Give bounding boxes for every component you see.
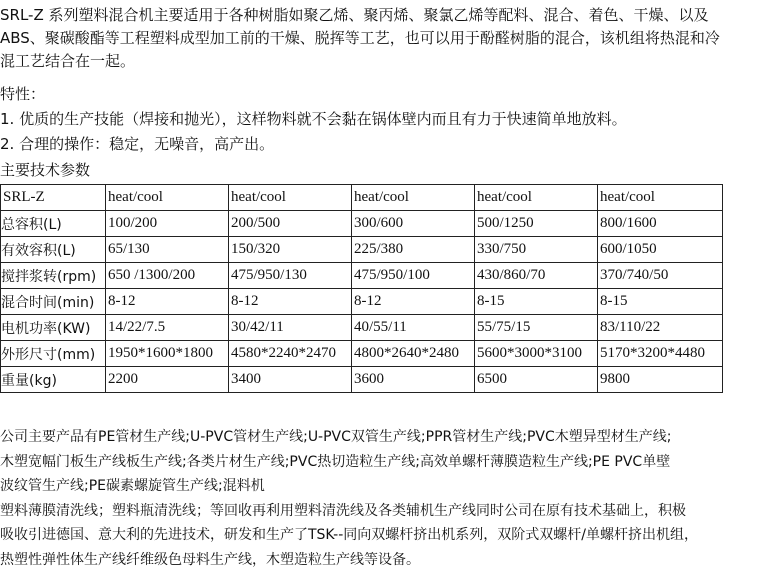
intro-paragraph xyxy=(0,4,773,73)
intro-line: 混工艺结合在一起。 xyxy=(0,52,136,70)
specs-row-header: 重量(kg) xyxy=(1,367,106,393)
footer-line: 公司主要产品有PE管材生产线;U-PVC管材生产线;U-PVC双管生产线;PPR管材生产线;PVC木塑异型材生产线; xyxy=(0,429,672,445)
specs-cell: 83/110/22 xyxy=(598,315,723,341)
specs-cell: 100/200 xyxy=(106,211,229,237)
specs-row xyxy=(1,289,723,315)
specs-row-header: 总容积(L) xyxy=(1,211,106,237)
specs-cell: heat/cool xyxy=(475,185,598,211)
specs-row-header: 电机功率(KW) xyxy=(1,315,106,341)
specs-row-header: 混合时间(min) xyxy=(1,289,106,315)
specs-cell: 4800*2640*2480 xyxy=(352,341,475,367)
specs-cell: heat/cool xyxy=(229,185,352,211)
specs-cell: 65/130 xyxy=(106,237,229,263)
specs-row xyxy=(1,367,723,393)
intro-line: ABS、聚碳酸酯等工程塑料成型加工前的干燥、脱挥等工艺，也可以用于酚醛树脂的混合，该机组将热混和冷 xyxy=(0,29,720,47)
specs-row xyxy=(1,237,723,263)
specs-cell: 330/750 xyxy=(475,237,598,263)
specs-cell: 200/500 xyxy=(229,211,352,237)
specs-row-header: SRL-Z xyxy=(1,185,106,211)
specs-cell: 9800 xyxy=(598,367,723,393)
feature-item: 1. 优质的生产技能（焊接和抛光），这样物料就不会黏在锅体壁内而且有力于快速简单地放料。 xyxy=(0,110,627,128)
specs-cell: 800/1600 xyxy=(598,211,723,237)
specs-cell: 8-12 xyxy=(229,289,352,315)
specs-cell: 225/380 xyxy=(352,237,475,263)
specs-cell: 475/950/130 xyxy=(229,263,352,289)
specs-cell: 8-12 xyxy=(106,289,229,315)
specs-cell: 8-15 xyxy=(475,289,598,315)
intro-line: SRL-Z 系列塑料混合机主要适用于各种树脂如聚乙烯、聚丙烯、聚氯乙烯等配料、混合、着色、干燥、以及 xyxy=(0,6,709,24)
specs-heading: 主要技术参数 xyxy=(0,161,91,179)
footer-line: 吸收引进德国、意大利的先进技术，研发和生产了TSK--同向双螺杆挤出机系列，双阶式双螺杆/单螺杆挤出机组， xyxy=(0,527,698,543)
specs-cell: 40/55/11 xyxy=(352,315,475,341)
feature-item: 2. 合理的操作：稳定，无噪音，高产出。 xyxy=(0,135,275,153)
specs-cell: 3400 xyxy=(229,367,352,393)
specs-cell: heat/cool xyxy=(598,185,723,211)
specs-row xyxy=(1,263,723,289)
specs-cell: 14/22/7.5 xyxy=(106,315,229,341)
specs-cell: 8-15 xyxy=(598,289,723,315)
specs-row xyxy=(1,315,723,341)
specs-row-header: 有效容积(L) xyxy=(1,237,106,263)
specs-row-header: 外形尺寸(mm) xyxy=(1,341,106,367)
specs-cell: 4580*2240*2470 xyxy=(229,341,352,367)
specs-cell: 300/600 xyxy=(352,211,475,237)
specs-table xyxy=(0,184,723,393)
specs-cell: 370/740/50 xyxy=(598,263,723,289)
specs-row xyxy=(1,211,723,237)
specs-cell: 30/42/11 xyxy=(229,315,352,341)
specs-cell: 500/1250 xyxy=(475,211,598,237)
company-products xyxy=(0,425,773,572)
specs-cell: 650 /1300/200 xyxy=(106,263,229,289)
specs-cell: 3600 xyxy=(352,367,475,393)
specs-cell: 600/1050 xyxy=(598,237,723,263)
specs-cell: 475/950/100 xyxy=(352,263,475,289)
features-heading: 特性： xyxy=(0,85,46,103)
specs-cell: heat/cool xyxy=(106,185,229,211)
specs-cell: 2200 xyxy=(106,367,229,393)
specs-cell: 55/75/15 xyxy=(475,315,598,341)
footer-line: 塑料薄膜清洗线；塑料瓶清洗线；等回收再利用塑料清洗线及各类辅机生产线同时公司在原有技术基础上，积极 xyxy=(0,502,686,519)
specs-row xyxy=(1,185,723,211)
specs-cell: 6500 xyxy=(475,367,598,393)
specs-cell: heat/cool xyxy=(352,185,475,211)
specs-row xyxy=(1,341,723,367)
specs-cell: 1950*1600*1800 xyxy=(106,341,229,367)
footer-line: 木塑宽幅门板生产线板生产线;各类片材生产线;PVC热切造粒生产线;高效单螺杆薄膜造粒生产线;PE PVC单壁 xyxy=(0,453,671,470)
specs-row-header: 搅拌浆转(rpm) xyxy=(1,263,106,289)
specs-cell: 5170*3200*4480 xyxy=(598,341,723,367)
specs-cell: 430/860/70 xyxy=(475,263,598,289)
specs-cell: 8-12 xyxy=(352,289,475,315)
footer-line: 热塑性弹性体生产线纤维级色母料生产线，木塑造粒生产线等设备。 xyxy=(0,551,420,568)
specs-cell: 5600*3000*3100 xyxy=(475,341,598,367)
footer-line: 波纹管生产线;PE碳素螺旋管生产线;混料机 xyxy=(0,478,265,494)
specs-cell: 150/320 xyxy=(229,237,352,263)
